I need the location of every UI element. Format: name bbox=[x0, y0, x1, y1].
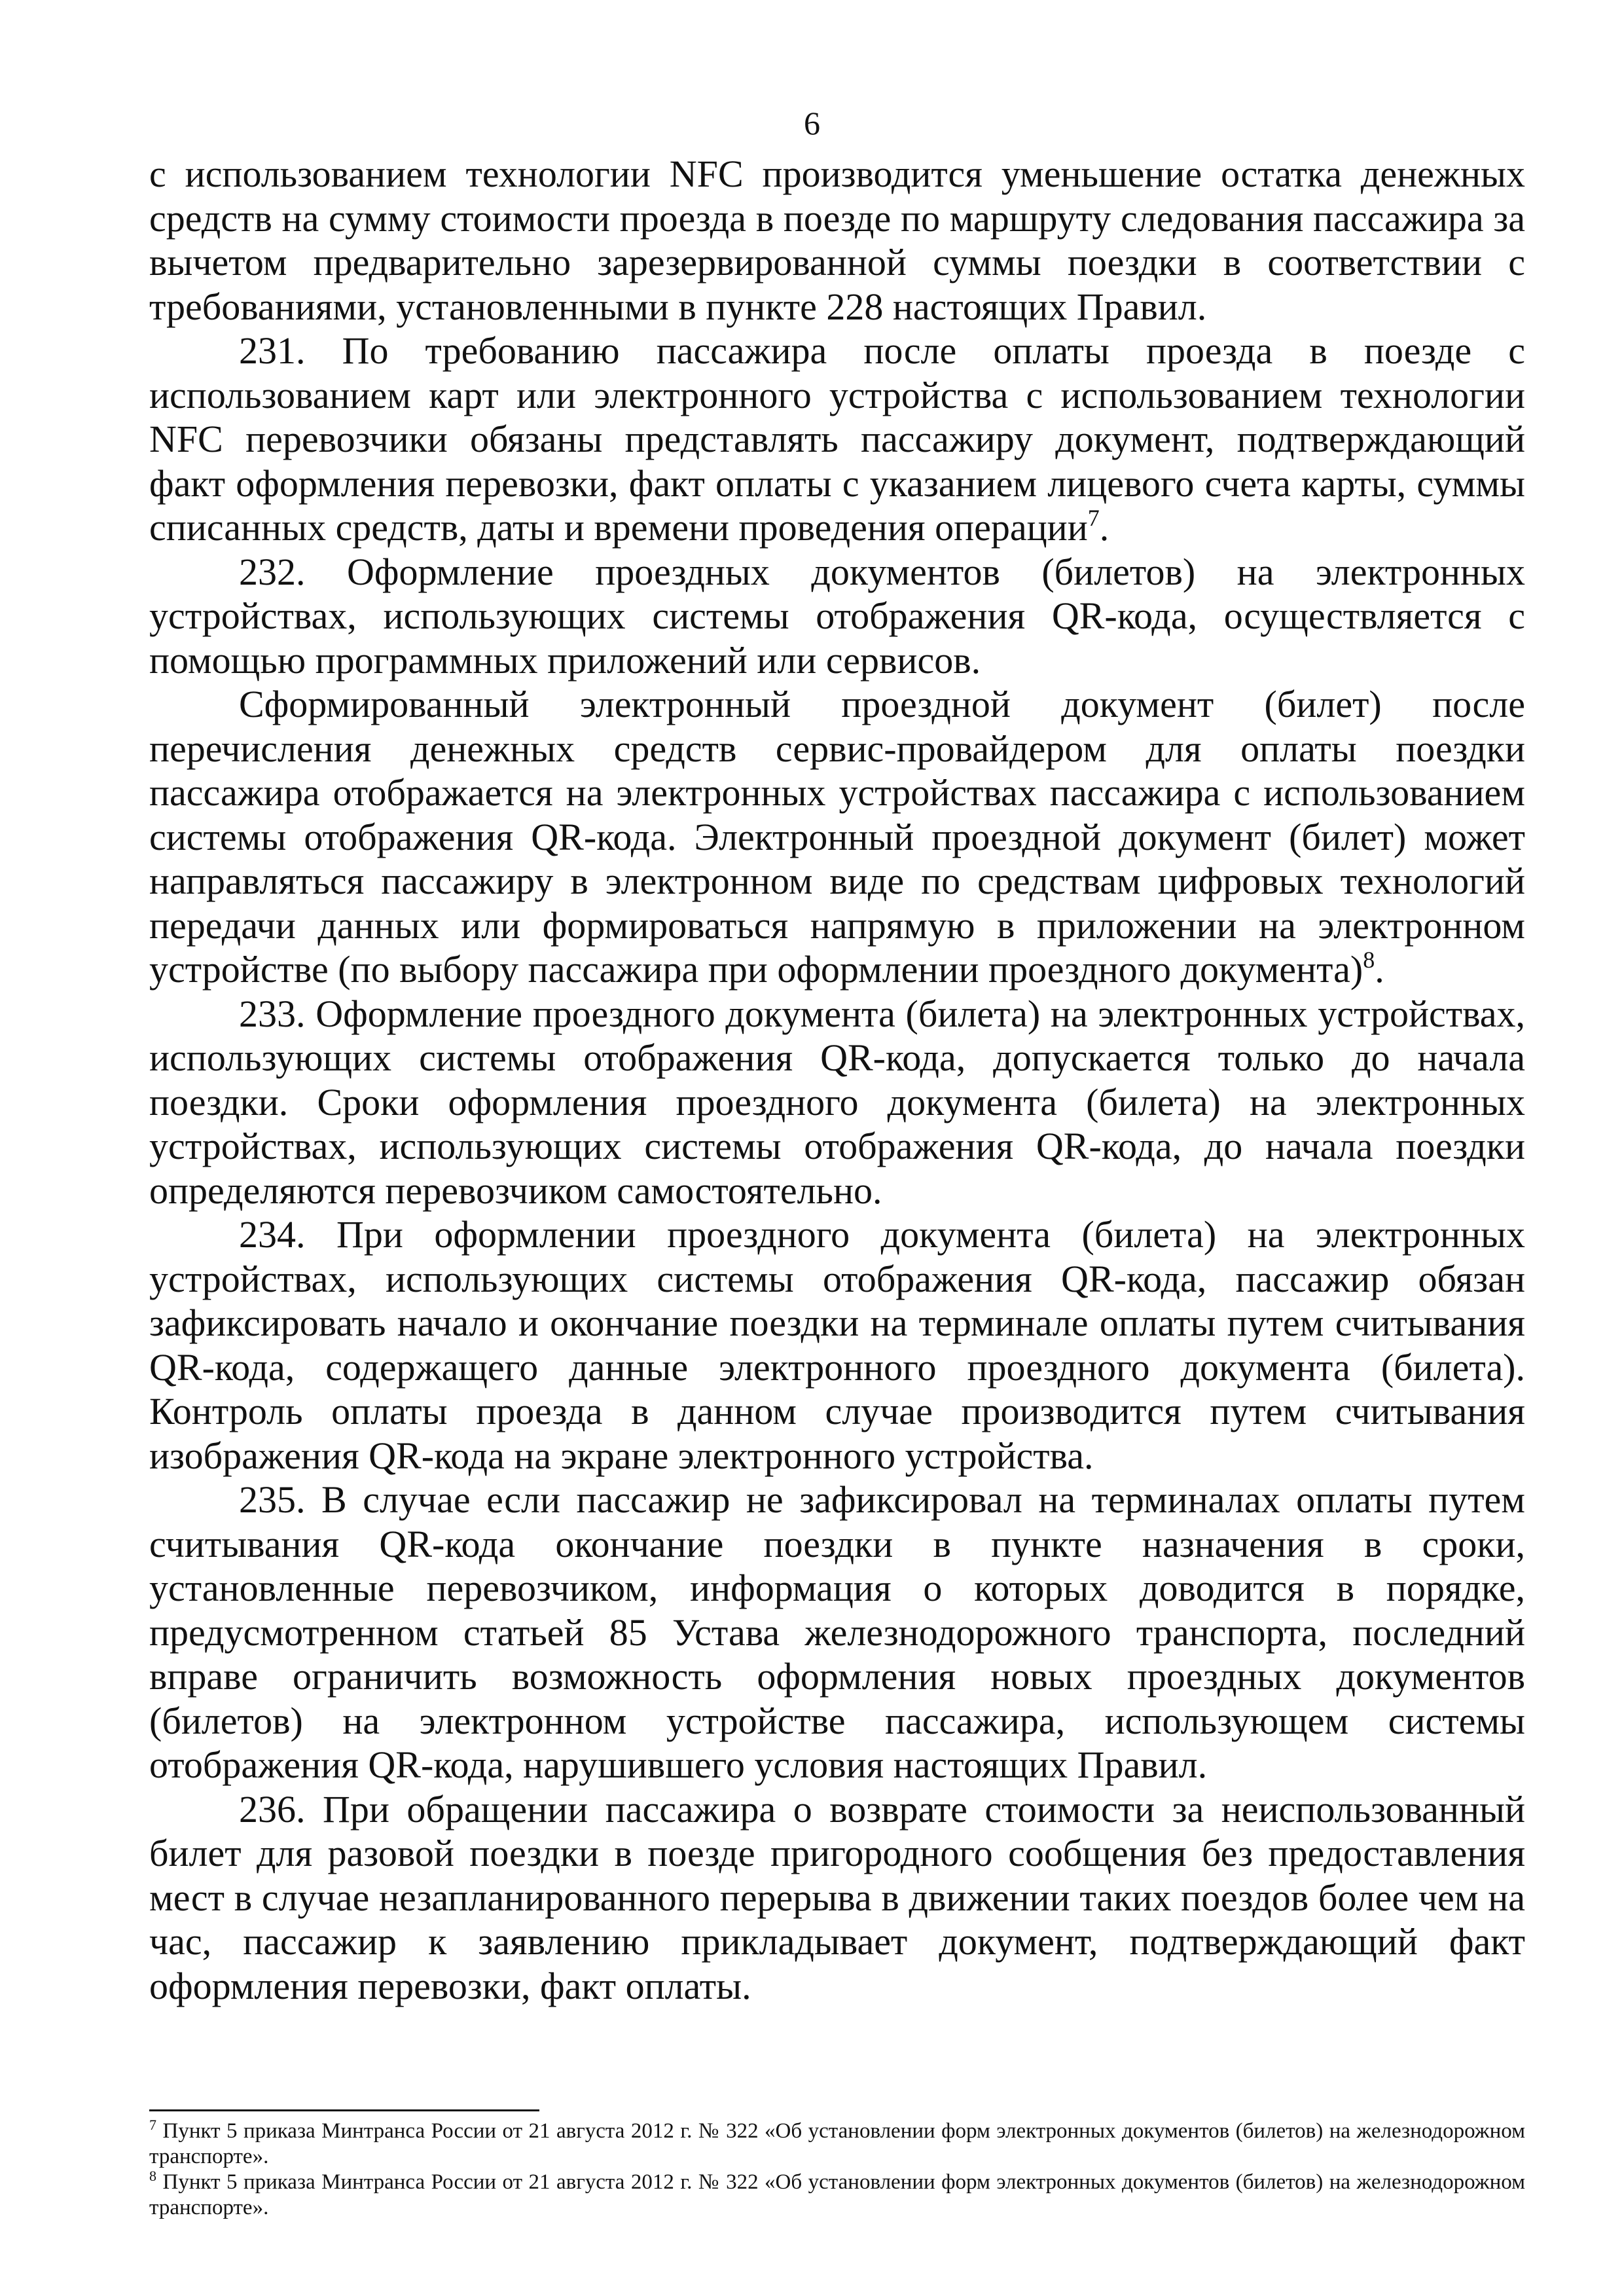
paragraph-232-continued bbox=[149, 682, 1525, 992]
paragraph-text: 231. По требованию пассажира после оплаты проезда в поезде с использованием карт или электронного устройства с использованием технологии NFC перевозчики обязаны представлять пассажиру документ, подтверждающий факт оформления перевозки, факт оплаты с указанием лицевого счета карты, суммы списанных средств, даты и времени проведения операции bbox=[149, 329, 1525, 549]
footnote-reference-7: 7 bbox=[1087, 505, 1100, 531]
paragraph-text: 235. В случае если пассажир не зафиксировал на терминалах оплаты путем считывания QR-кода окончание поездки в пункте назначения в сроки, установленные перевозчиком, информация о которых доводится в порядке, предусмотренном статьей 85 Устава железнодорожного транспорта, последний вправе ограничить возможность оформления новых проездных документов (билетов) на электронном устройстве пассажира, использующем системы отображения QR-кода, нарушившего условия настоящих Правил. bbox=[149, 1478, 1525, 1786]
footnote-reference-8: 8 bbox=[1363, 947, 1375, 973]
document-body bbox=[149, 152, 1525, 2008]
paragraph-233 bbox=[149, 992, 1525, 1213]
footnote-separator bbox=[149, 2109, 539, 2111]
paragraph-236 bbox=[149, 1787, 1525, 2009]
footnote-text: Пункт 5 приказа Минтранса России от 21 августа 2012 г. № 322 «Об установлении форм электронных документов (билетов) на железнодорожном транспорте». bbox=[149, 2119, 1525, 2168]
paragraph-235 bbox=[149, 1478, 1525, 1787]
paragraph-tail: . bbox=[1099, 506, 1110, 549]
paragraph-231 bbox=[149, 329, 1525, 550]
paragraph-text: с использованием технологии NFC производится уменьшение остатка денежных средств на сумму стоимости проезда в поезде по маршруту следования пассажира за вычетом предварительно зарезервированной суммы поездки в соответствии с требованиями, установленными в пункте 228 настоящих Правил. bbox=[149, 153, 1525, 328]
footnote-text: Пункт 5 приказа Минтранса России от 21 августа 2012 г. № 322 «Об установлении форм электронных документов (билетов) на железнодорожном транспорте». bbox=[149, 2170, 1525, 2219]
paragraph-text: Сформированный электронный проездной документ (билет) после перечисления денежных средств сервис-провайдером для оплаты поездки пассажира отображается на электронных устройствах пассажира с использованием системы отображения QR-кода. Электронный проездной документ (билет) может направляться пассажиру в электронном виде по средствам цифровых технологий передачи данных или формироваться напрямую в приложении на электронном устройстве (по выбору пассажира при оформлении проездного документа) bbox=[149, 683, 1525, 991]
paragraph-234 bbox=[149, 1212, 1525, 1478]
footnotes bbox=[149, 2119, 1525, 2221]
paragraph-continuation bbox=[149, 152, 1525, 329]
paragraph-text: 234. При оформлении проездного документа (билета) на электронных устройствах, использующих системы отображения QR-кода, пассажир обязан зафиксировать начало и окончание поездки на терминале оплаты путем считывания QR-кода, содержащего данные электронного проездного документа (билета). Контроль оплаты проезда в данном случае производится путем считывания изображения QR-кода на экране электронного устройства. bbox=[149, 1213, 1525, 1477]
footnote-marker: 7 bbox=[149, 2117, 156, 2133]
page-number: 6 bbox=[804, 105, 820, 141]
paragraph-text: 233. Оформление проездного документа (билета) на электронных устройствах, использующих системы отображения QR-кода, допускается только до начала поездки. Сроки оформления проездного документа (билета) на электронных устройствах, использующих системы отображения QR-кода, до начала поездки определяются перевозчиком самостоятельно. bbox=[149, 992, 1525, 1212]
footnote-8 bbox=[149, 2170, 1525, 2221]
footnote-7 bbox=[149, 2119, 1525, 2170]
paragraph-232 bbox=[149, 550, 1525, 683]
footnote-marker: 8 bbox=[149, 2168, 156, 2184]
paragraph-text: 232. Оформление проездных документов (билетов) на электронных устройствах, использующих системы отображения QR-кода, осуществляется с помощью программных приложений или сервисов. bbox=[149, 550, 1525, 682]
paragraph-text: 236. При обращении пассажира о возврате стоимости за неиспользованный билет для разовой поездки в поезде пригородного сообщения без предоставления мест в случае незапланированного перерыва в движении таких поездов более чем на час, пассажир к заявлению прикладывает документ, подтверждающий факт оформления перевозки, факт оплаты. bbox=[149, 1787, 1525, 2007]
paragraph-tail: . bbox=[1375, 948, 1384, 991]
